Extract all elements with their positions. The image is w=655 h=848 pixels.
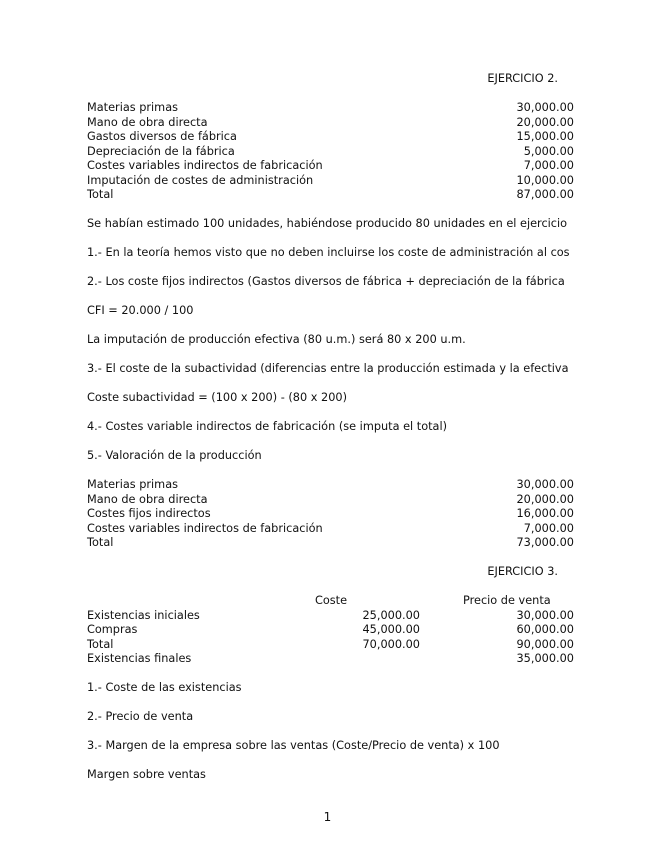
table-row-value: 5,000.00 (523, 144, 574, 158)
question-2: 2.- Precio de venta (87, 710, 194, 723)
table-total-label: Total (87, 188, 114, 201)
question-3: 3.- Margen de la empresa sobre las ventas (Coste/Precio de venta) x 100 (87, 739, 500, 752)
ejercicio-3-heading: EJERCICIO 3. (487, 565, 558, 578)
table-row-label: Imputación de costes de administración (87, 173, 314, 187)
table-total-label: Total (87, 536, 114, 549)
column-header-price: Precio de venta (463, 594, 551, 607)
paragraph-point-5: 5.- Valoración de la producción (87, 449, 262, 462)
table-row-label: Materias primas (87, 478, 178, 491)
table-row-price: 60,000.00 (516, 623, 574, 636)
formula-cfi: CFI = 20.000 / 100 (87, 304, 194, 317)
table-row-value: 10,000.00 (516, 173, 574, 187)
table-row-value: 30,000.00 (516, 478, 574, 491)
table-row-value: 20,000.00 (516, 492, 574, 506)
table-total-price: 90,000.00 (516, 637, 574, 651)
paragraph-point-4: 4.- Costes variable indirectos de fabricación (se imputa el total) (87, 420, 448, 433)
table-row-label: Mano de obra directa (87, 492, 208, 506)
paragraph-imputacion: La imputación de producción efectiva (80 u.m.) será 80 x 200 u.m. (87, 333, 466, 346)
table-total-value: 87,000.00 (516, 188, 574, 201)
table-row-label: Existencias iniciales (87, 608, 200, 622)
table-row-value: 16,000.00 (516, 507, 574, 520)
table-row-value: 20,000.00 (516, 115, 574, 129)
table-row-cost: 25,000.00 (362, 608, 420, 622)
table-total-value: 73,000.00 (516, 536, 574, 549)
table-total-cost: 70,000.00 (362, 637, 420, 651)
table-row-value: 7,000.00 (523, 521, 574, 535)
margen-label: Margen sobre ventas (87, 768, 206, 781)
table-row-label: Costes variables indirectos de fabricación (87, 159, 323, 172)
table-row-value: 7,000.00 (523, 159, 574, 172)
table-row-label: Costes fijos indirectos (87, 507, 211, 520)
table-row-label: Compras (87, 623, 138, 636)
table-row-label: Mano de obra directa (87, 115, 208, 129)
table-row-label: Existencias finales (87, 652, 192, 665)
table-row-price: 30,000.00 (516, 608, 574, 622)
table-row-label: Materias primas (87, 101, 178, 114)
table-row-value: 15,000.00 (516, 130, 574, 143)
table-row-label: Depreciación de la fábrica (87, 144, 235, 158)
column-header-cost: Coste (315, 594, 348, 607)
paragraph-point-2: 2.- Los coste fijos indirectos (Gastos diversos de fábrica + depreciación de la fábrica (87, 275, 565, 288)
paragraph-point-1: 1.- En la teoría hemos visto que no deben incluirse los coste de administración al cos (87, 246, 570, 259)
table-row-label: Gastos diversos de fábrica (87, 130, 237, 143)
formula-subactividad: Coste subactividad = (100 x 200) - (80 x 200) (87, 391, 347, 404)
table-row-value: 30,000.00 (516, 101, 574, 114)
table-row-price: 35,000.00 (516, 652, 574, 665)
paragraph-point-3: 3.- El coste de la subactividad (diferencias entre la producción estimada y la efectiva (87, 362, 569, 375)
ejercicio-2-heading: EJERCICIO 2. (487, 72, 558, 85)
page-number: 1 (323, 810, 332, 824)
question-1: 1.- Coste de las existencias (87, 681, 242, 694)
table-row-label: Costes variables indirectos de fabricación (87, 521, 323, 535)
paragraph-estimado: Se habían estimado 100 unidades, habiéndose producido 80 unidades en el ejercicio (87, 217, 568, 230)
table-row-cost: 45,000.00 (362, 623, 420, 636)
table-total-label: Total (87, 637, 114, 651)
